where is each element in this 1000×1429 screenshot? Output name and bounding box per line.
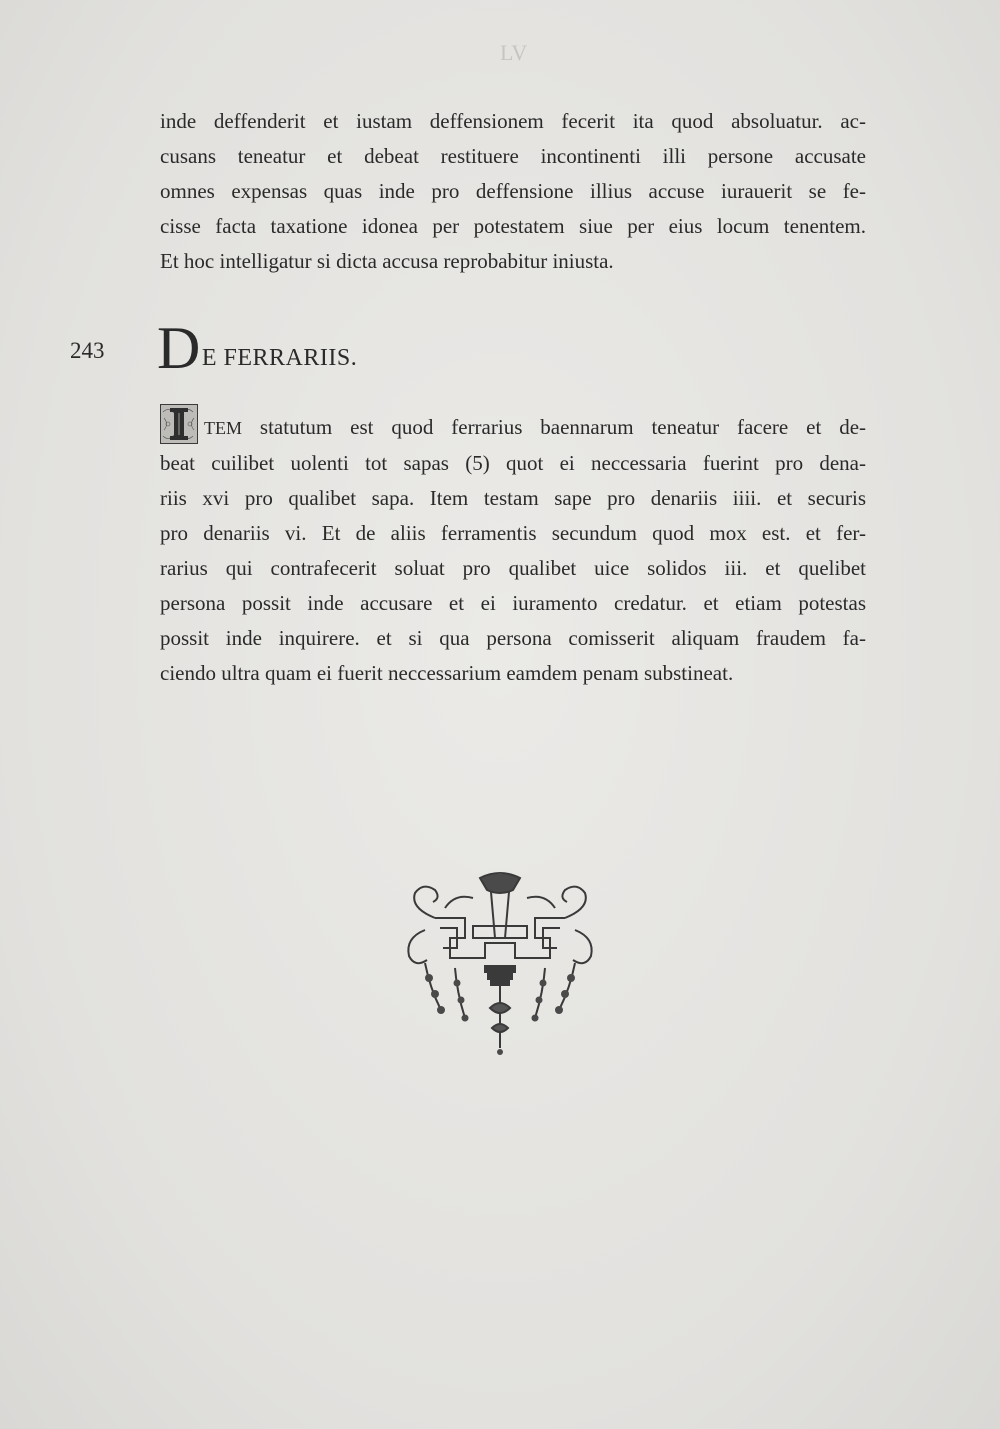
illuminated-initial-icon (160, 404, 198, 444)
text-line: persona possit inde accusare et ei iuramento credatur. et etiam potestas (160, 591, 866, 615)
text-line (160, 404, 866, 446)
text-line: beat cuilibet uolenti tot sapas (5) quot ei neccessaria fuerint pro dena- (160, 451, 866, 475)
text-line-rest: statutum est quod ferrarius baennarum teneatur facere et de- (259, 415, 867, 439)
text-line: cisse facta taxatione idonea per potestatem siue per eius locum tenentem. (160, 214, 866, 238)
text-line: ciendo ultra quam ei fuerit neccessarium eamdem penam substineat. (160, 661, 734, 685)
text-line: rarius qui contrafecerit soluat pro qualibet uice solidos iii. et quelibet (160, 556, 866, 580)
bleed-through-mark: LV (500, 40, 528, 65)
section-heading (157, 315, 358, 381)
first-word-rest: TEM (204, 418, 242, 438)
text-line: possit inde inquirere. et si qua persona comisserit aliquam fraudem fa- (160, 626, 866, 650)
paragraph-continuation (160, 104, 866, 279)
text-line: inde deffenderit et iustam deffensionem fecerit ita quod absoluatur. ac- (160, 109, 866, 133)
text-line: pro denariis vi. Et de aliis ferramentis secundum quod mox est. et fer- (160, 521, 866, 545)
text-line: riis xvi pro qualibet sapa. Item testam sape pro denariis iiii. et securis (160, 486, 866, 510)
heading-initial: D (157, 315, 201, 381)
text-line: Et hoc intelligatur si dicta accusa reprobabitur iniusta. (160, 249, 614, 273)
text-line: cusans teneatur et debeat restituere incontinenti illi persone accusate (160, 144, 866, 168)
heading-rest: E FERRARIIS. (201, 345, 358, 371)
floral-vignette-icon (395, 868, 605, 1058)
text-line: omnes expensas quas inde pro deffensione illius accuse iurauerit se fe- (160, 179, 866, 203)
section-number: 243 (70, 338, 105, 363)
statute-paragraph (160, 404, 866, 691)
